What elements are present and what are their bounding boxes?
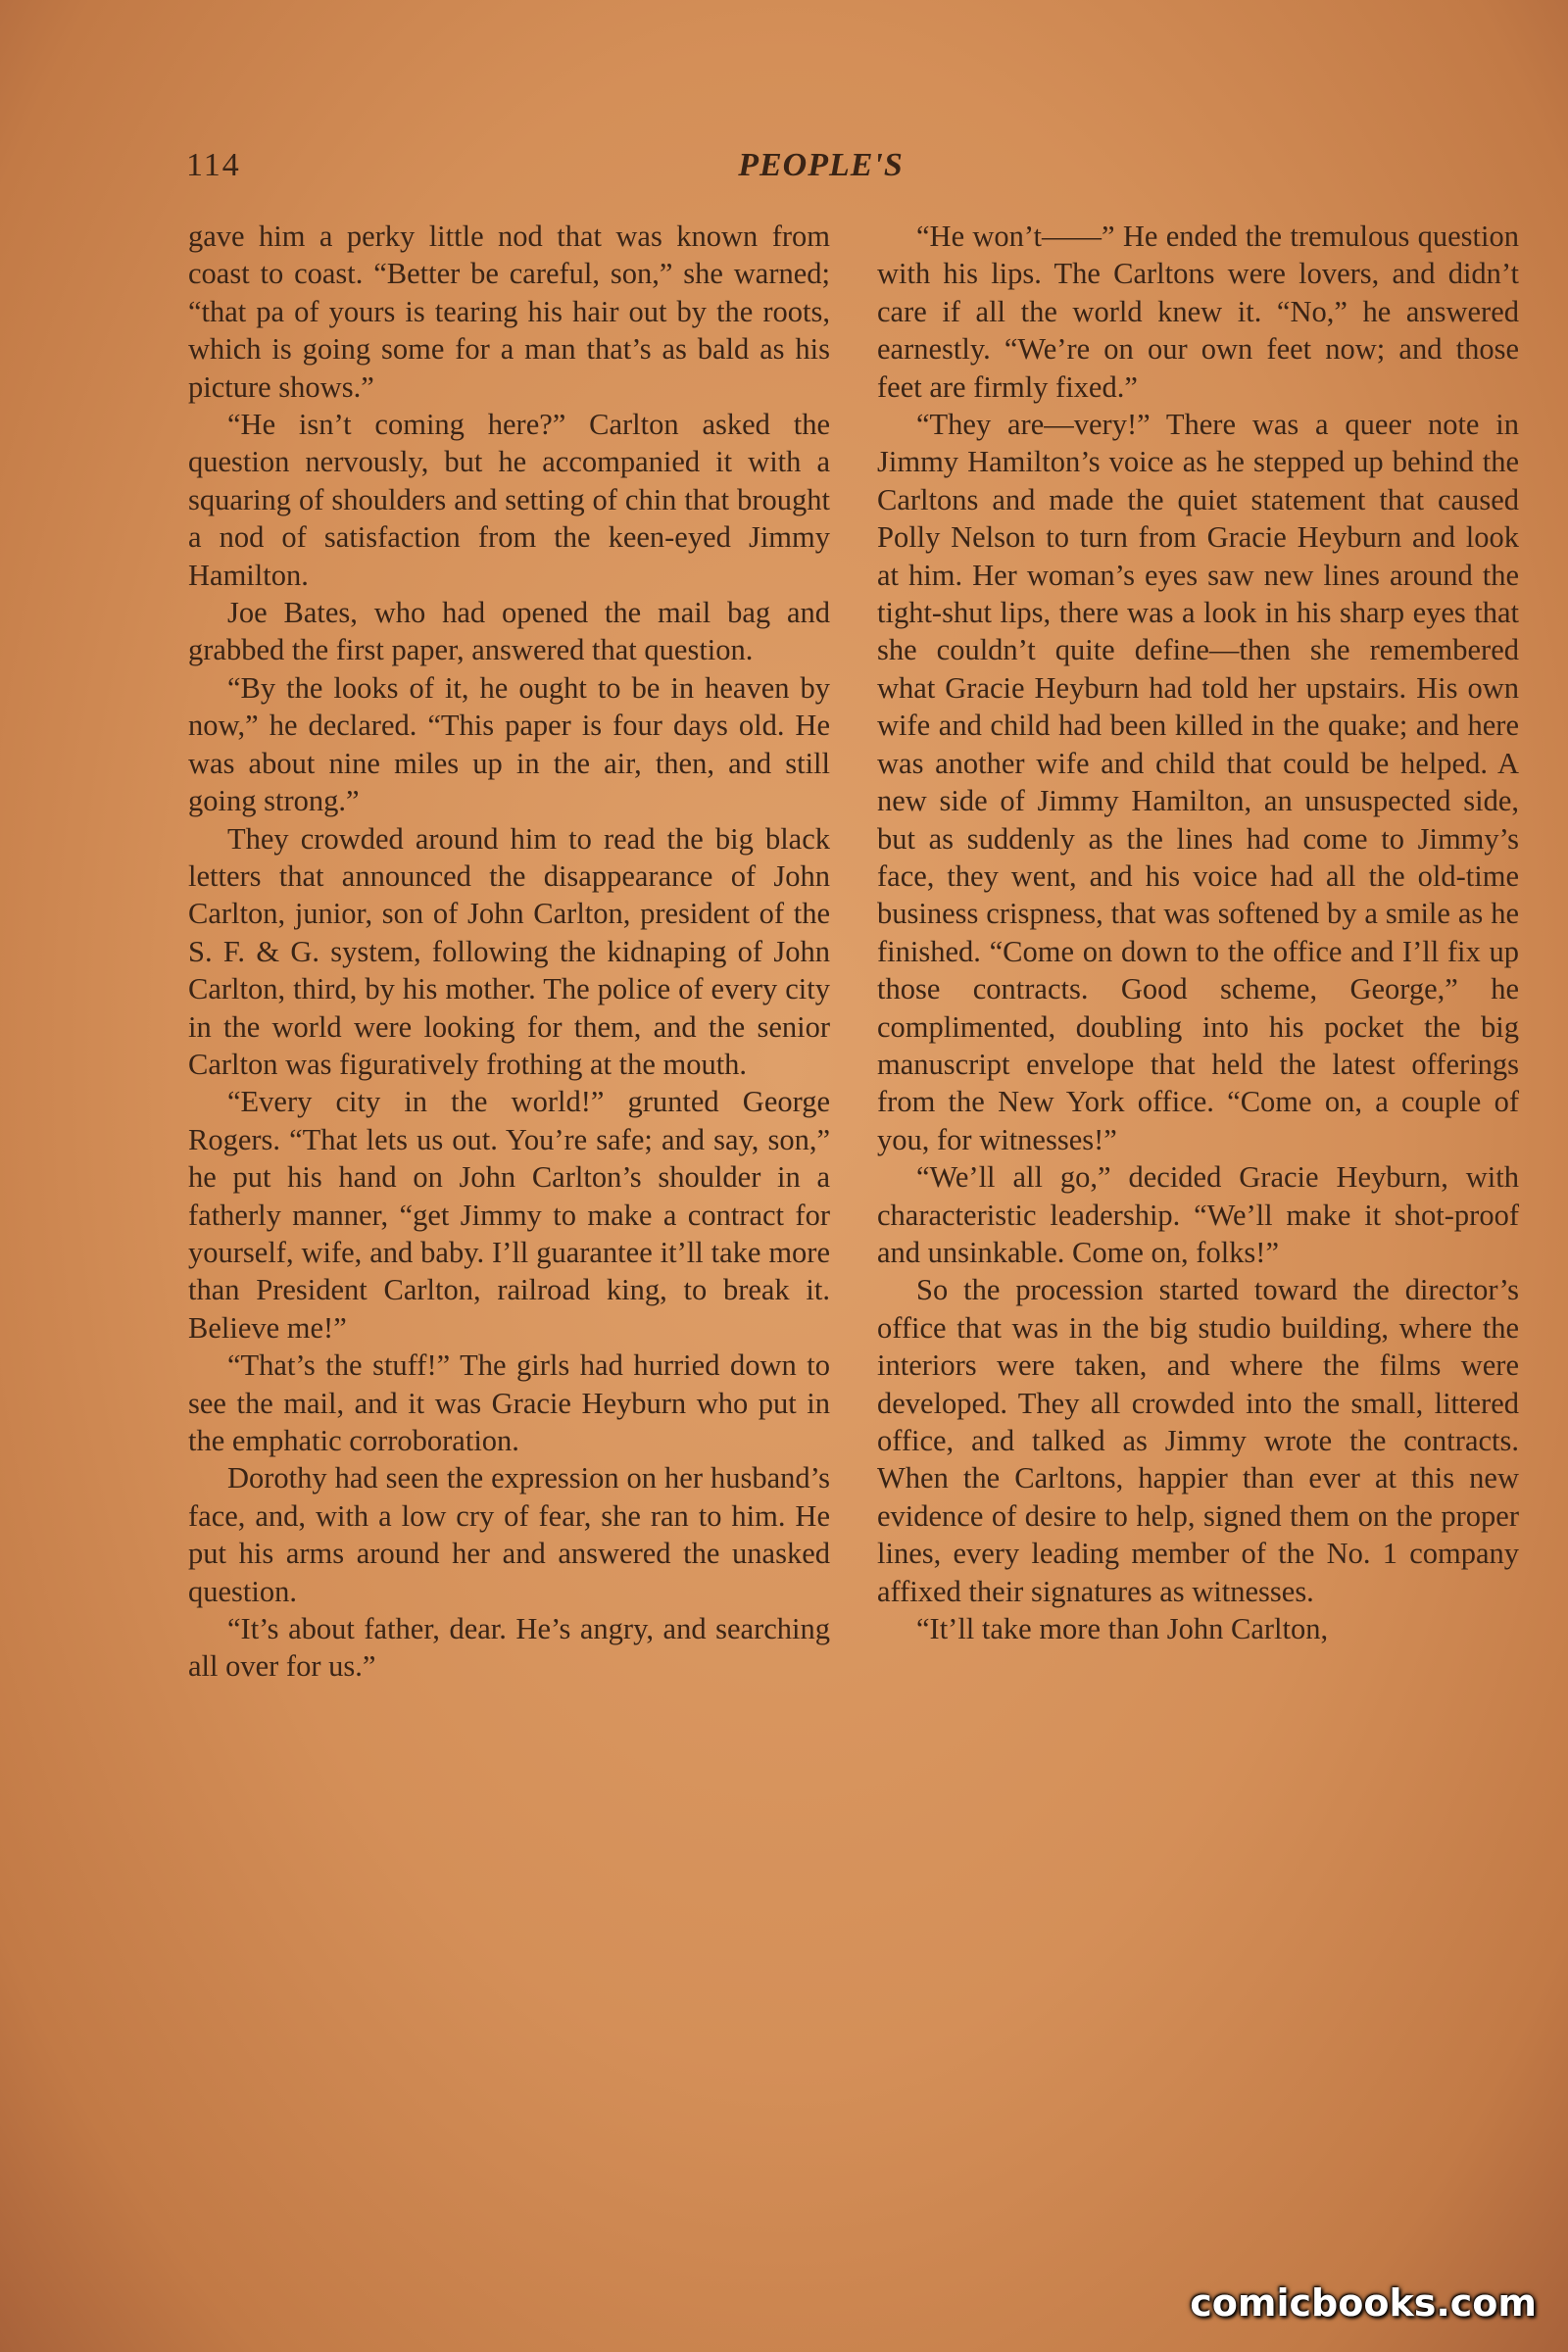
paragraph: “Every city in the world!” grunted George Rogers. “That lets us out. You’re safe; and say, son,” he put his hand on John Carlton’s shoulder in a fatherly manner, “get Jimmy to make a contract for yourself, wife, and baby. I’ll guarantee it’ll take more than President Carlton, railroad king, to break it. Believe me!” <box>188 1085 830 1345</box>
watermark: comicbooks.com <box>1190 2281 1537 2325</box>
paragraph: gave him a perky little nod that was known from coast to coast. “Better be careful, son,” she warned; “that pa of yours is tearing his hair out by the roots, which is going some for a man that’s as bald as his picture shows.” <box>188 220 830 404</box>
page-number: 114 <box>186 147 241 183</box>
paragraph: “That’s the stuff!” The girls had hurried down to see the mail, and it was Gracie Heyburn who put in the emphatic corroboration. <box>188 1348 830 1457</box>
paragraph: “It’ll take more than John Carlton, <box>916 1612 1329 1646</box>
page-header <box>186 147 1519 196</box>
right-column <box>877 218 1519 1647</box>
paragraph: “By the looks of it, he ought to be in heaven by now,” he declared. “This paper is four days old. He was about nine miles up in the air, then, and still going strong.” <box>188 670 830 818</box>
paragraph: They crowded around him to read the big black letters that announced the disappearance of John Carlton, junior, son of John Carlton, president of the S. F. & G. system, following the kidnaping of John Carlton, third, by his mother. The police of every city in the world were looking for them, and the senior Carlton was figuratively frothing at the mouth. <box>188 821 830 1081</box>
paragraph: “We’ll all go,” decided Gracie Heyburn, with characteristic leadership. “We’ll make it shot-proof and unsinkable. Come on, folks!” <box>877 1160 1519 1269</box>
paragraph: So the procession started toward the director’s office that was in the big studio building, where the interiors were taken, and where the films were developed. They all crowded into the small, littered office, and talked as Jimmy wrote the contracts. When the Carltons, happier than ever at this new evidence of desire to help, signed them on the proper lines, every leading member of the No. 1 company affixed their signatures as witnesses. <box>877 1273 1519 1608</box>
paragraph: “He won’t——” He ended the tremulous question with his lips. The Carltons were lovers, and didn’t care if all the world knew it. “No,” he answered earnestly. “We’re on our own feet now; and those feet are firmly fixed.” <box>877 220 1519 404</box>
left-column <box>188 218 830 1686</box>
paragraph: “They are—very!” There was a queer note in Jimmy Hamilton’s voice as he stepped up behind the Carltons and made the quiet statement that caused Polly Nelson to turn from Gracie Heyburn and look at him. Her woman’s eyes saw new lines around the tight-shut lips, there was a look in his sharp eyes that she couldn’t quite define—then she remembered what Gracie Heyburn had told her upstairs. His own wife and child had been killed in the quake; and here was another wife and child that could be helped. A new side of Jimmy Hamilton, an unsuspected side, but as suddenly as the lines had come to Jimmy’s face, they went, and his voice had all the old-time business crispness, that was softened by a smile as he finished. “Come on down to the office and I’ll fix up those contracts. Good scheme, George,” he complimented, doubling into his pocket the big manuscript envelope that held the latest offerings from the New York office. “Come on, a couple of you, for witnesses!” <box>877 408 1519 1156</box>
paragraph: “It’s about father, dear. He’s angry, and searching all over for us.” <box>188 1612 830 1684</box>
paragraph: Joe Bates, who had opened the mail bag and grabbed the first paper, answered that question. <box>188 596 830 667</box>
paragraph: “He isn’t coming here?” Carlton asked the question nervously, but he accompanied it with a squaring of shoulders and setting of chin that brought a nod of satisfaction from the keen-eyed Jimmy Hamilton. <box>188 408 830 592</box>
running-title: PEOPLE'S <box>738 147 904 183</box>
paragraph: Dorothy had seen the expression on her husband’s face, and, with a low cry of fear, she ran to him. He put his arms around her and answered the unasked question. <box>188 1461 830 1608</box>
